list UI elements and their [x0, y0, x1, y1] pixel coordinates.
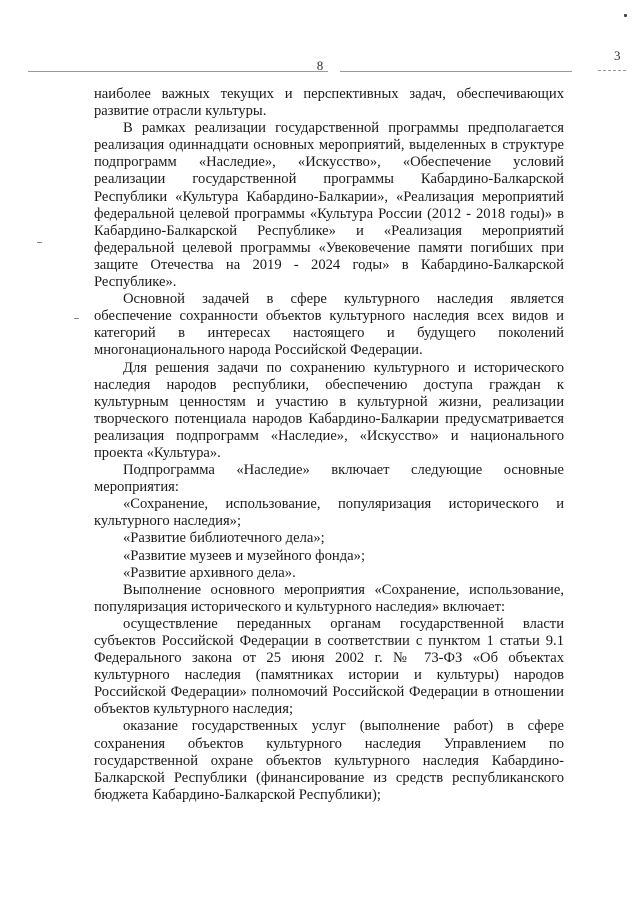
paragraph-state-services: оказание государственных услуг (выполнение работ) в сфере сохранения объектов культурного наследия Управлением по государственной охране объектов культурного наследия Кабардино-Балкарской Республики (финансирование из средств республиканского бюджета Кабардино-Балкарской Республики); — [94, 718, 564, 803]
paragraph-subprogram-intro: Подпрограмма «Наследие» включает следующие основные мероприятия: — [94, 462, 564, 496]
list-item-archives: «Развитие архивного дела». — [123, 564, 296, 581]
margin-mark — [37, 242, 42, 243]
paragraph-program-measures: В рамках реализации государственной программы предполагается реализация одиннадцати основных мероприятий, выделенных в структуре подпрограмм «Наследие», «Искусство», «Обеспечение условий реализации государственной программы Кабардино-Балкарской Республики «Культура Кабардино-Балкарии», «Реализация мероприятий федеральной целевой программы «Культура России (2012 - 2018 годы)» в Кабардино-Балкарской Республике» и «Реализация мероприятий федеральной целевой программы «Увековечение памяти погибших при защите Отечества на 2019 - 2024 годы» в Кабардино-Балкарской Республике». — [94, 120, 564, 291]
paragraph-task-solution: Для решения задачи по сохранению культурного и исторического наследия народов республики, обеспечению доступа граждан к культурным ценностям и участию в культурной жизни, реализации творческого потенциала народов Кабардино-Балкарии предусматривается реализация подпрограмм «Наследие», «Искусство» и национального проекта «Культура». — [94, 359, 564, 461]
scan-speck — [624, 14, 627, 17]
paragraph-continuation: наиболее важных текущих и перспективных задач, обеспечивающих развитие отрасли культуры. — [94, 86, 564, 120]
header-rule-dash — [598, 70, 626, 71]
header-rule-right — [340, 71, 572, 72]
paragraph-measure-execution: Выполнение основного мероприятия «Сохранение, использование, популяризация исторического и культурного наследия» включает: — [94, 581, 564, 615]
list-item-preservation: «Сохранение, использование, популяризация исторического и культурного наследия»; — [94, 496, 564, 530]
margin-mark — [74, 318, 79, 319]
paragraph-main-task: Основной задачей в сфере культурного наследия является обеспечение сохранности объектов культурного наследия всех видов и категорий в интересах настоящего и будущего поколений многонационального народа Российской Федерации. — [94, 291, 564, 359]
corner-mark: 3 — [614, 48, 621, 63]
paragraph-delegated-powers: осуществление переданных органам государственной власти субъектов Российской Федерации в соответствии с пунктом 1 статьи 9.1 Федерального закона от 25 июня 2002 г. № 73-ФЗ «Об объектах культурного наследия (памятниках истории и культуры) народов Российской Федерации» полномочий Российской Федерации в отношении объектов культурного наследия; — [94, 615, 564, 718]
list-item-libraries: «Развитие библиотечного дела»; — [123, 530, 325, 547]
page-number: 8 — [316, 58, 324, 73]
document-body — [94, 86, 564, 804]
list-item-museums: «Развитие музеев и музейного фонда»; — [123, 547, 365, 564]
